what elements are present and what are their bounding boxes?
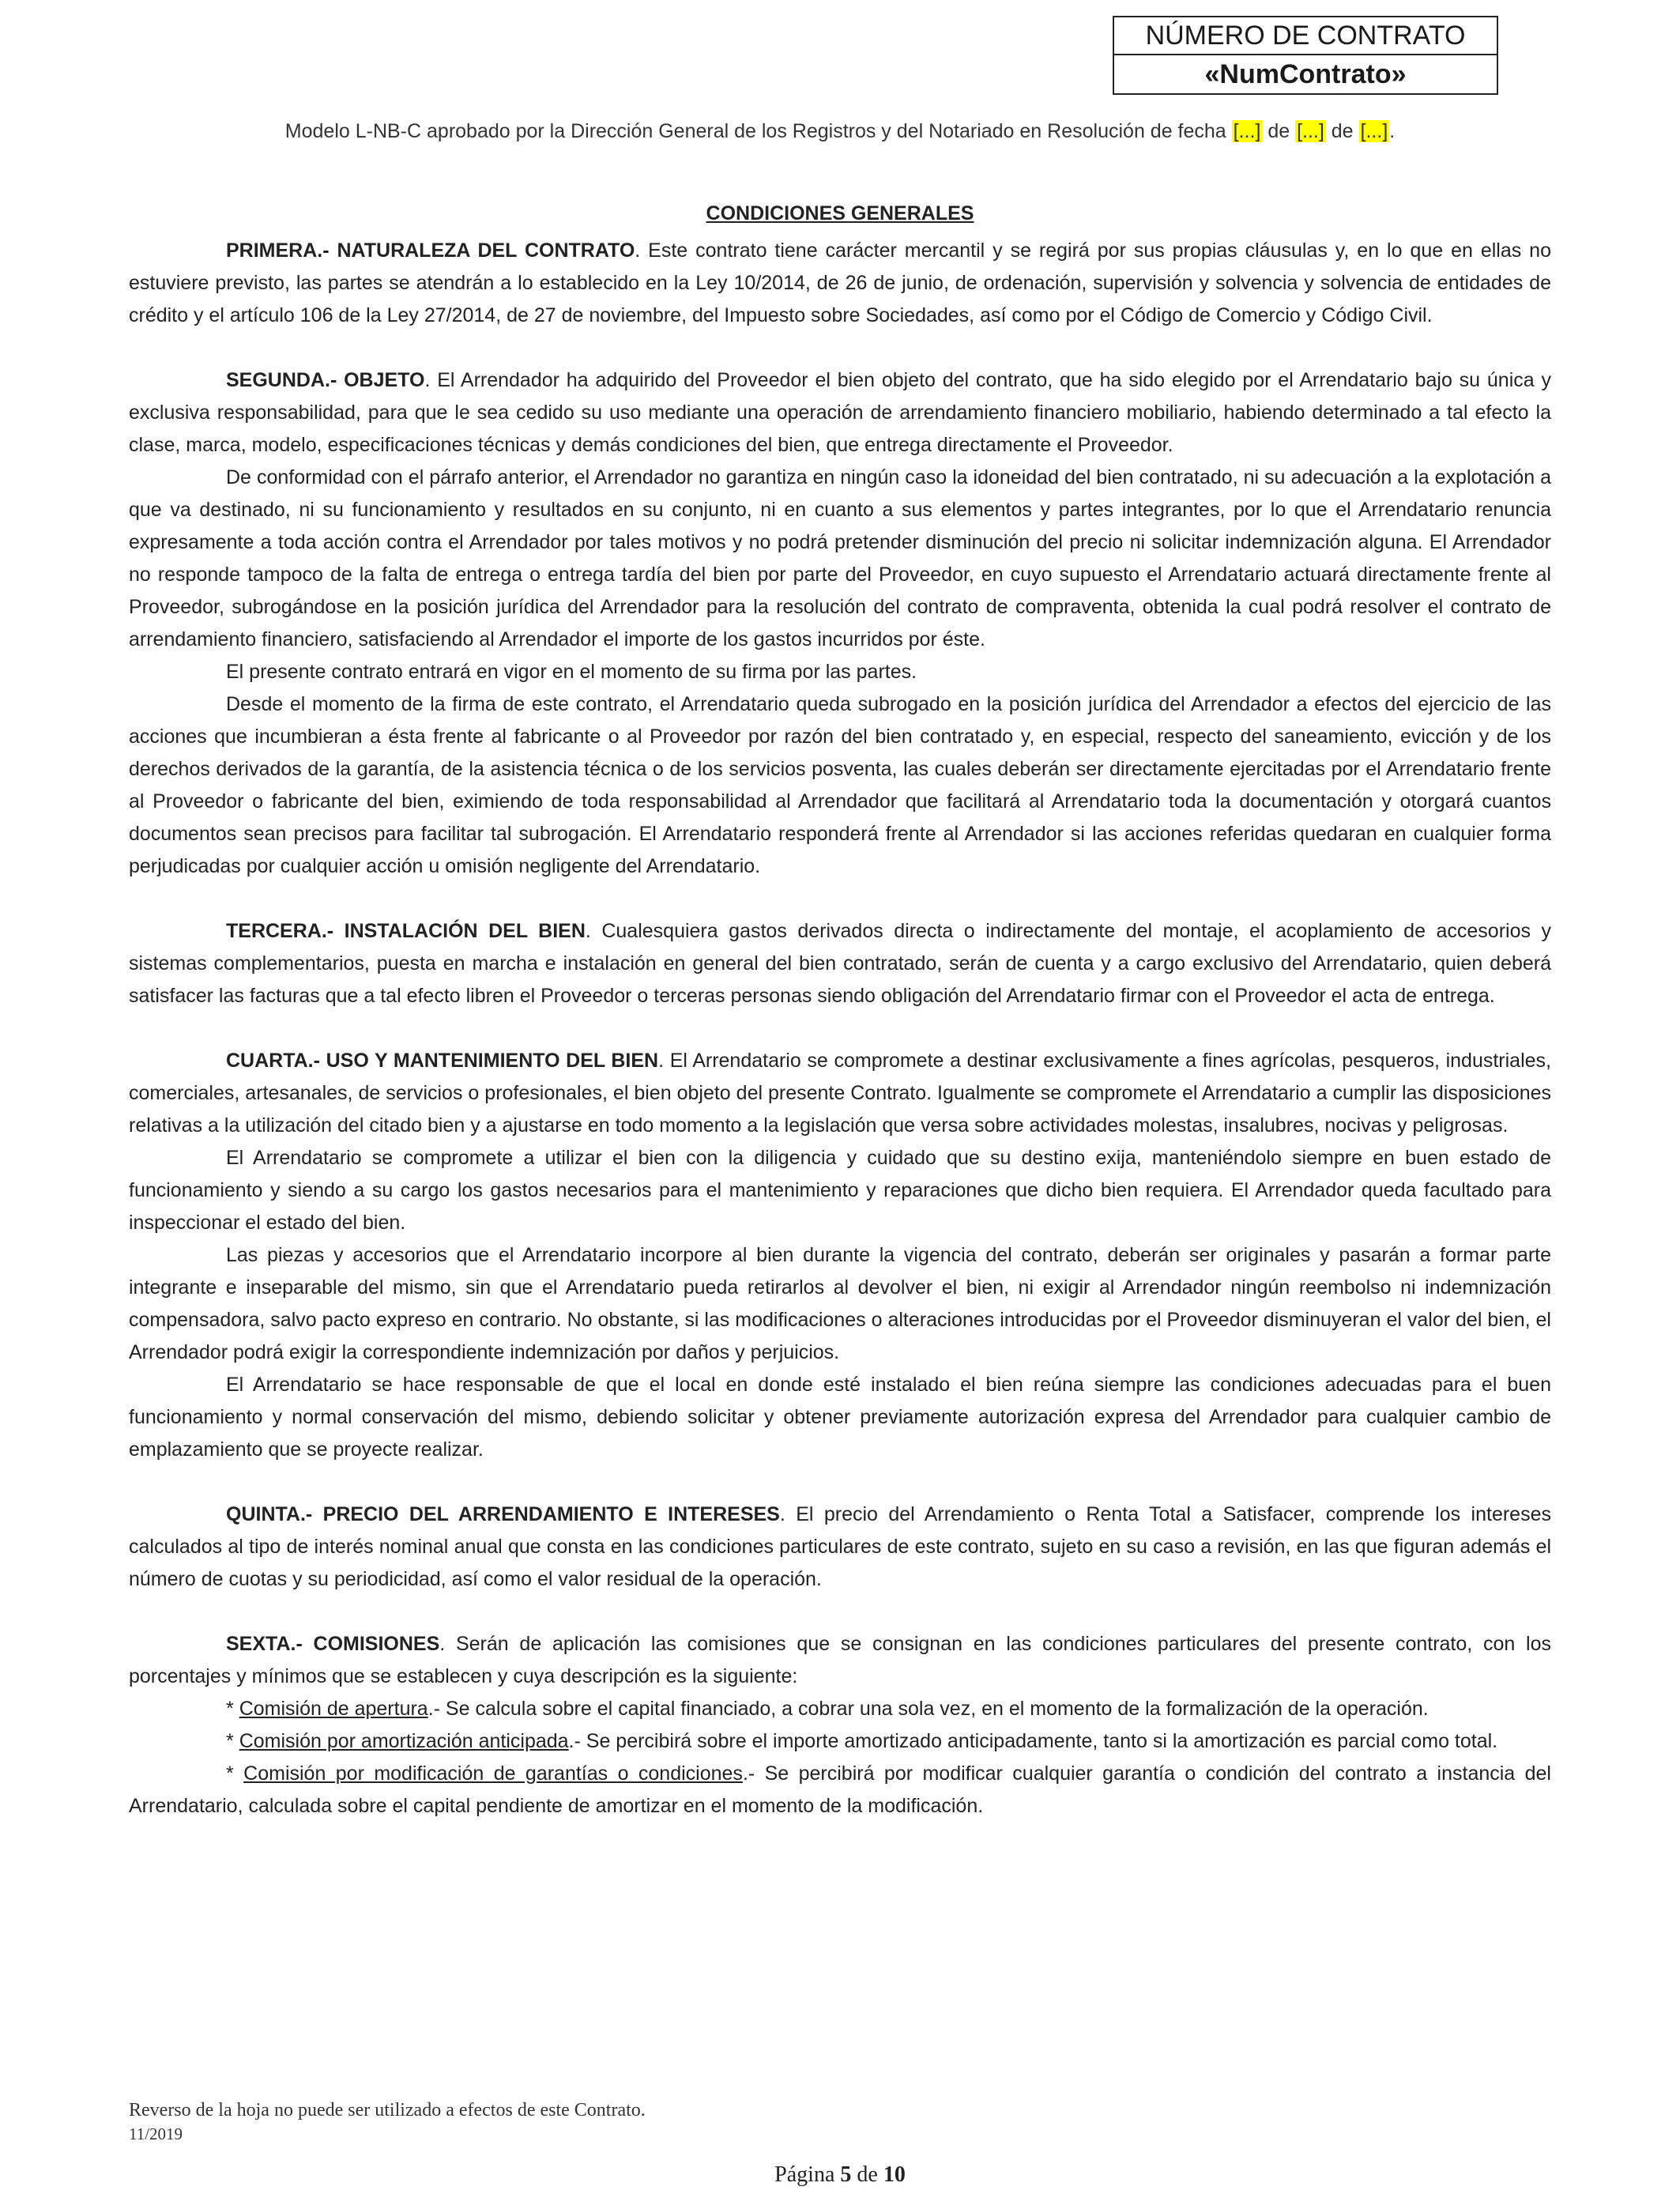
footer-date: 11/2019 [129,2124,183,2143]
commission-item [129,1758,1551,1823]
clause-segunda-heading: SEGUNDA.- OBJETO [226,369,425,391]
clause-quinta-text: . El precio del Arrendamiento o Renta Total a Satisfacer, comprende los intereses calculados al tipo de interés nominal anual que consta en las condiciones particulares de este contrato, sujeto en su caso a revisión, en las que figuran además el número de cuotas y su periodicidad, así como el valor residual de la operación. [129,1503,1551,1590]
general-conditions-body [129,198,1551,1823]
model-approval-end: . [1389,120,1396,142]
clause-tercera [129,915,1551,1012]
clause-cuarta-paragraph: El Arrendatario se compromete a utilizar el bien con la diligencia y cuidado que su destino exija, manteniéndolo siempre en buen estado de funcionamiento y siendo a su cargo los gastos necesarios para el mantenimiento y reparaciones que dicho bien requiera. El Arrendador queda facultado para inspeccionar el estado del bien. [129,1147,1551,1234]
clause-cuarta [129,1045,1551,1142]
clause-segunda-paragraph: Desde el momento de la firma de este contrato, el Arrendatario queda subrogado en la posición jurídica del Arrendador a efectos del ejercicio de las acciones que incumbieran a ésta frente al fabricante o al Proveedor por razón del bien contratado y, en especial, respecto del saneamiento, evicción y de los derechos derivados de la garantía, de la asistencia técnica o de los servicios posventa, las cuales deberán ser directamente ejercitadas por el Arrendatario frente al Proveedor o fabricante del bien, eximiendo de toda responsabilidad al Arrendador que facilitará al Arrendatario toda la documentación y otorgará cuantos documentos sean precisos para facilitar tal subrogación. El Arrendatario responderá frente al Arrendador si las acciones referidas quedaran en cualquier forma perjudicadas por cualquier acción u omisión negligente del Arrendatario. [129,693,1551,877]
page-prefix: Página [774,2162,841,2187]
clause-segunda-paragraph: De conformidad con el párrafo anterior, el Arrendador no garantiza en ningún caso la idoneidad del bien contratado, ni su adecuación a la explotación a que va destinado, ni su funcionamiento y resultados en su conjunto, ni en cuanto a sus elementos y partes integrantes, por lo que el Arrendatario renuncia expresamente a toda acción contra el Arrendador por tales motivos y no podrá pretender disminución del precio ni solicitar indemnización alguna. El Arrendador no responde tampoco de la falta de entrega o entrega tardía del bien por parte del Proveedor, en cuyo supuesto el Arrendatario actuará directamente frente al Proveedor, subrogándose en la posición jurídica del Arrendador para la resolución del contrato de compraventa, obtenida la cual podrá resolver el contrato de arrendamiento financiero, satisfaciendo al Arrendador el importe de los gastos incurridos por éste. [129,466,1551,650]
page-number [0,2162,1680,2188]
commission-bullet: * [226,1730,239,1752]
clause-primera-text: . Este contrato tiene carácter mercantil y se regirá por sus propias cláusulas y, en lo que en ellas no estuviere previsto, las partes se atendrán a lo establecido en la Ley 10/2014, de 26 de junio, de ordenación, supervisión y solvencia y solvencia de entidades de crédito y el artículo 106 de la Ley 27/2014, de 27 de noviembre, del Impuesto sobre Sociedades, así como por el Código de Comercio y Código Civil. [129,239,1551,326]
clause-sexta-heading: SEXTA.- COMISIONES [226,1633,440,1655]
commission-term: Comisión por amortización anticipada [239,1730,569,1752]
page-current: 5 [840,2162,852,2187]
commission-item [129,1725,1551,1758]
commission-text: .- Se percibirá por modificar cualquier garantía o condición del contrato a instancia del Arrendatario, calculada sobre el capital pendiente de amortizar en el momento de la modificación. [129,1762,1551,1817]
clause-segunda-text: . El Arrendador ha adquirido del Proveedor el bien objeto del contrato, que ha sido elegido por el Arrendatario bajo su única y exclusiva responsabilidad, para que le sea cedido su uso mediante una operación de arrendamiento financiero mobiliario, habiendo determinado a tal efecto la clase, marca, modelo, especificaciones técnicas y demás condiciones del bien, que entrega directamente el Proveedor. [129,369,1551,456]
clause-primera [129,235,1551,332]
clause-tercera-text: . Cualesquiera gastos derivados directa o indirectamente del montaje, el acoplamiento de accesorios y sistemas complementarios, puesta en marcha e instalación en general del bien contratado, serán de cuenta y a cargo exclusivo del Arrendatario, quien deberá satisfacer las facturas que a tal efecto libren el Proveedor o terceras personas siendo obligación del Arrendatario firmar con el Proveedor el acta de entrega. [129,920,1551,1007]
page-total: 10 [883,2162,906,2187]
contract-number-label: NÚMERO DE CONTRATO [1114,17,1497,55]
commission-item [129,1693,1551,1725]
footer-note [129,2098,646,2146]
clause-sexta [129,1628,1551,1693]
model-approval-line [0,120,1680,143]
date-sep-2: de [1325,120,1359,142]
commission-term: Comisión de apertura [239,1698,428,1720]
clause-cuarta-paragraph: Las piezas y accesorios que el Arrendatario incorpore al bien durante la vigencia del contrato, deberán ser originales y pasarán a formar parte integrante e inseparable del mismo, sin que el Arrendatario pueda retirarlos al devolver el bien, ni exigir al Arrendador ningún reembolso ni indemnización compensadora, salvo pacto expreso en contrario. No obstante, si las modificaciones o alteraciones introducidas por el Proveedor disminuyeran el valor del bien, el Arrendador podrá exigir la correspondiente indemnización por daños y perjuicios. [129,1244,1551,1363]
clause-primera-heading: PRIMERA.- NATURALEZA DEL CONTRATO [226,239,635,262]
clause-sexta-text: . Serán de aplicación las comisiones que se consignan en las condiciones particulares del presente contrato, con los porcentajes y mínimos que se establecen y cuya descripción es la siguiente: [129,1633,1552,1687]
commission-text: .- Se calcula sobre el capital financiado, a cobrar una sola vez, en el momento de la formalización de la operación. [428,1698,1429,1720]
section-title: CONDICIONES GENERALES [706,202,974,224]
contract-number-value: «NumContrato» [1204,58,1407,89]
commission-term: Comisión por modificación de garantías o condiciones [243,1762,743,1785]
page-sep: de [851,2162,883,2187]
commission-bullet: * [226,1762,244,1785]
clause-cuarta-text: . El Arrendatario se compromete a destinar exclusivamente a fines agrícolas, pesqueros, industriales, comerciales, artesanales, de servicios o profesionales, el bien objeto del presente Contrato. Igualmente se compromete el Arrendatario a cumplir las disposiciones relativas a la utilización del citado bien y a ajustarse en todo momento a la legislación que versa sobre actividades molestas, insalubres, nocivas y peligrosas. [129,1050,1551,1137]
model-approval-text: Modelo L-NB-C aprobado por la Dirección General de los Registros y del Notariado en Resolución de fecha [284,120,1232,142]
date-sep-1: de [1262,120,1296,142]
clause-cuarta-heading: CUARTA.- USO Y MANTENIMIENTO DEL BIEN [226,1050,659,1072]
clause-segunda-paragraph: El presente contrato entrará en vigor en el momento de su firma por las partes. [226,661,917,683]
contract-number-box [1113,16,1498,95]
clause-quinta [129,1498,1551,1596]
clause-cuarta-paragraph: El Arrendatario se hace responsable de que el local en donde esté instalado el bien reúna siempre las condiciones adecuadas para el buen funcionamiento y normal conservación del mismo, debiendo solicitar y obtener previamente autorización expresa del Arrendador para cualquier cambio de emplazamiento que se proyecte realizar. [129,1374,1551,1461]
date-blank-month: [...] [1297,120,1324,142]
commission-bullet: * [226,1698,239,1720]
commission-text: .- Se percibirá sobre el importe amortizado anticipadamente, tanto si la amortización es parcial como total. [568,1730,1498,1752]
clause-quinta-heading: QUINTA.- PRECIO DEL ARRENDAMIENTO E INTERESES [226,1503,780,1525]
clause-tercera-heading: TERCERA.- INSTALACIÓN DEL BIEN [226,920,586,942]
footer-note-text: Reverso de la hoja no puede ser utilizado a efectos de este Contrato. [129,2100,646,2120]
date-blank-day: [...] [1233,120,1261,142]
clause-segunda [129,364,1551,462]
date-blank-year: [...] [1360,120,1388,142]
